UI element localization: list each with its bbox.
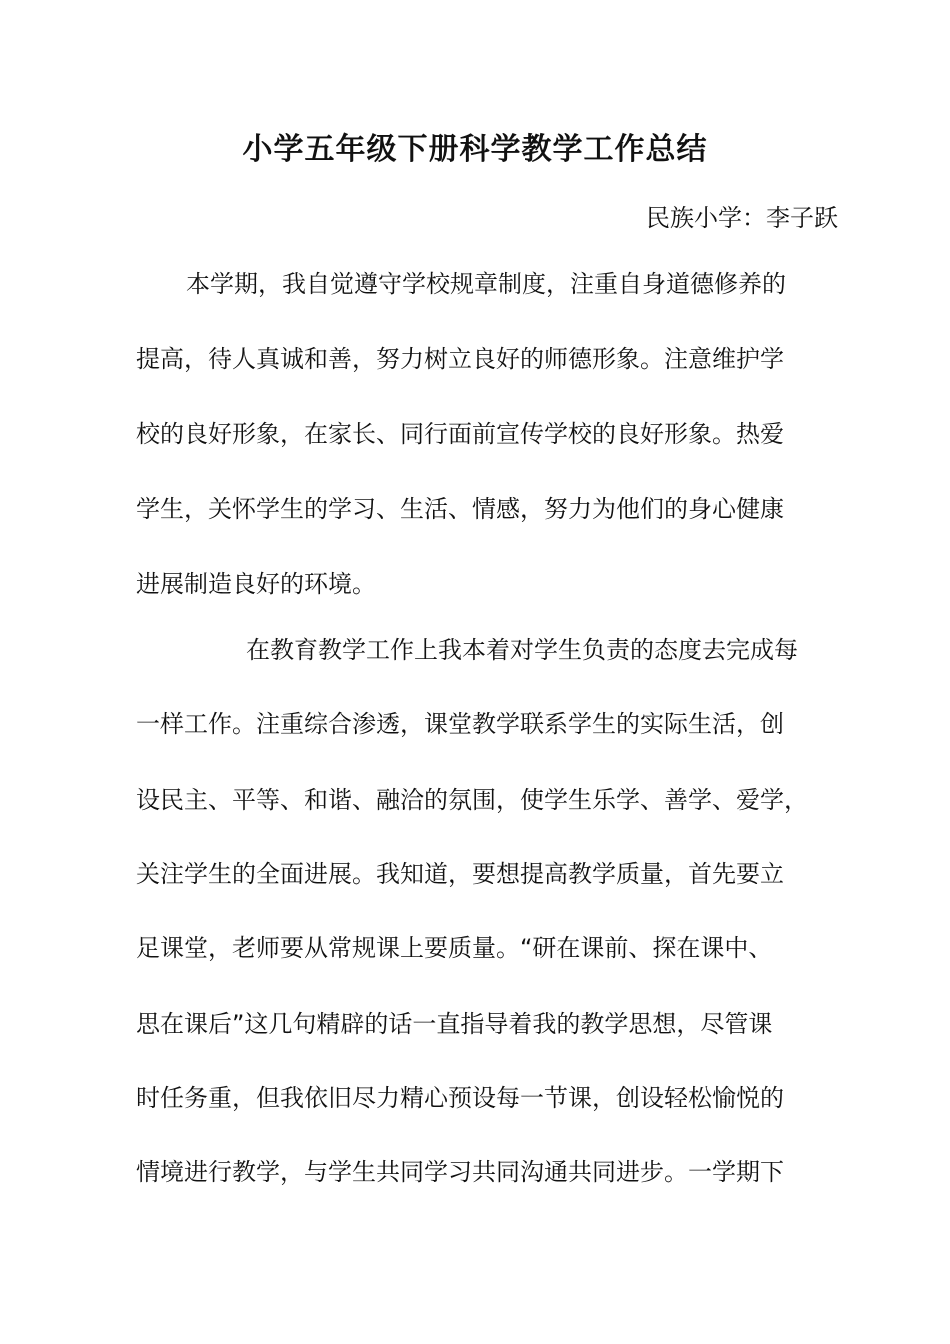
paragraph-line: 关注学生的全面进展。我知道，要想提高教学质量，首先要立 <box>136 860 784 888</box>
author-byline: 民族小学：李子跃 <box>646 204 838 232</box>
paragraph-line: 本学期，我自觉遵守学校规章制度，注重自身道德修养的 <box>186 270 786 298</box>
paragraph-line: 设民主、平等、和谐、融洽的氛围，使学生乐学、善学、爱学， <box>136 786 808 814</box>
paragraph-line: 提高，待人真诚和善，努力树立良好的师德形象。注意维护学 <box>136 345 784 373</box>
paragraph-line: 在教育教学工作上我本着对学生负责的态度去完成每 <box>246 636 798 664</box>
paragraph-line: 时任务重，但我依旧尽力精心预设每一节课，创设轻松愉悦的 <box>136 1084 784 1112</box>
paragraph-line: 情境进行教学，与学生共同学习共同沟通共同进步。一学期下 <box>136 1158 784 1186</box>
paragraph-line: 进展制造良好的环境。 <box>136 570 376 598</box>
paragraph-line: 校的良好形象，在家长、同行面前宣传学校的良好形象。热爱 <box>136 420 784 448</box>
paragraph-line: 思在课后”这几句精辟的话一直指导着我的教学思想，尽管课 <box>136 1010 773 1038</box>
document-title: 小学五年级下册科学教学工作总结 <box>242 132 708 167</box>
paragraph-line: 一样工作。注重综合渗透，课堂教学联系学生的实际生活，创 <box>136 710 784 738</box>
paragraph-line: 学生，关怀学生的学习、生活、情感，努力为他们的身心健康 <box>136 495 784 523</box>
paragraph-line: 足课堂，老师要从常规课上要质量。“研在课前、探在课中、 <box>136 934 773 962</box>
